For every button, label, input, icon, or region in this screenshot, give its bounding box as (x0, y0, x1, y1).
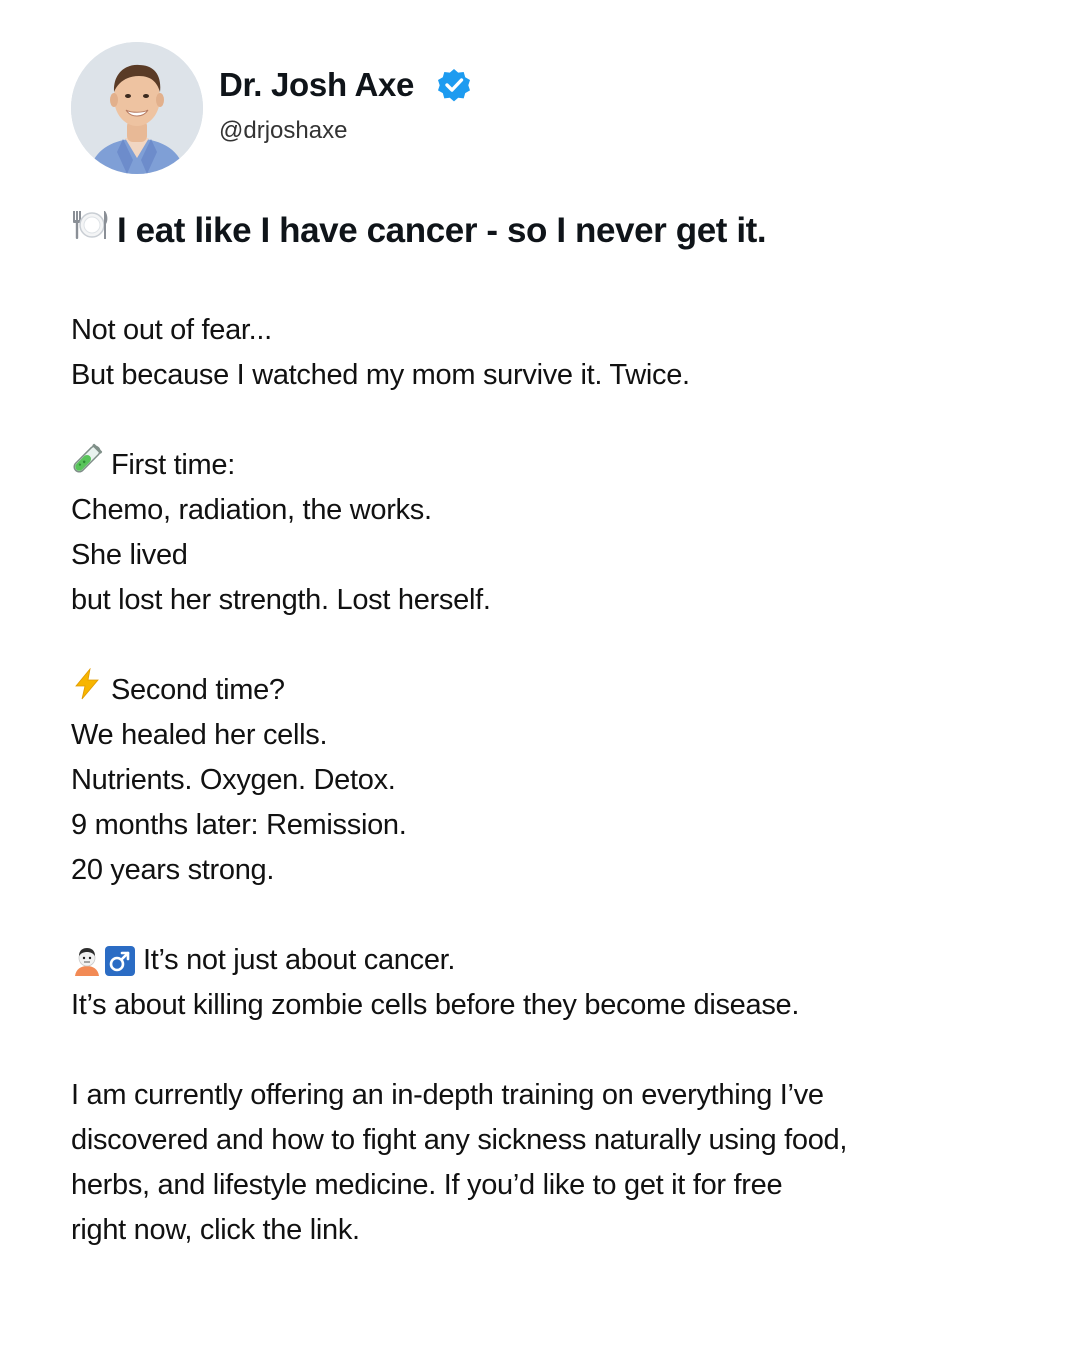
identity (219, 65, 474, 145)
paragraph-gap (71, 1028, 1011, 1073)
line-text: discovered and how to fight any sickness naturally using food, (71, 1124, 848, 1156)
paragraph-gap (71, 893, 1011, 938)
line-text: But because I watched my mom survive it. Twice. (71, 359, 690, 391)
line-text: Chemo, radiation, the works. (71, 494, 432, 526)
headline-text: I eat like I have cancer - so I never get it. (117, 211, 767, 250)
line-text: Not out of fear... (71, 314, 272, 346)
paragraph-gap (71, 398, 1011, 443)
paragraph-gap (71, 623, 1011, 668)
lightning-icon (71, 668, 103, 714)
test-tube-icon (71, 443, 103, 489)
post-body (71, 308, 1011, 1253)
line-text: First time: (111, 449, 235, 481)
line-text: I am currently offering an in-depth training on everything I’ve (71, 1079, 824, 1111)
line-text: Nutrients. Oxygen. Detox. (71, 764, 396, 796)
line-text: We healed her cells. (71, 719, 328, 751)
zombie-man-icon (71, 945, 135, 977)
line-text: 9 months later: Remission. (71, 809, 407, 841)
display-name[interactable]: Dr. Josh Axe (219, 66, 415, 103)
line-text: but lost her strength. Lost herself. (71, 584, 491, 616)
text-line (71, 1073, 1011, 1118)
text-line (71, 938, 1011, 983)
text-line (71, 353, 1011, 398)
text-line (71, 488, 1011, 533)
user-handle[interactable]: @drjoshaxe (219, 117, 348, 144)
line-text: It’s about killing zombie cells before they become disease. (71, 989, 800, 1021)
name-row (219, 65, 474, 105)
text-line (71, 803, 1011, 848)
post-header (71, 42, 474, 174)
text-line (71, 578, 1011, 623)
text-line (71, 668, 1011, 713)
text-line (71, 1118, 1011, 1163)
line-text: 20 years strong. (71, 854, 275, 886)
text-line (71, 308, 1011, 353)
text-line (71, 1163, 1011, 1208)
plate-cutlery-icon (71, 207, 109, 255)
text-line (71, 1208, 1011, 1253)
line-text: It’s not just about cancer. (143, 944, 456, 976)
profile-photo-icon (71, 42, 203, 174)
text-line (71, 758, 1011, 803)
line-text: Second time? (111, 674, 285, 706)
post-headline (71, 208, 1011, 254)
text-line (71, 713, 1011, 758)
text-line (71, 533, 1011, 578)
text-line (71, 983, 1011, 1028)
post-content (71, 208, 1011, 1253)
verified-badge-icon (434, 65, 474, 105)
text-line (71, 848, 1011, 893)
text-line (71, 443, 1011, 488)
line-text: She lived (71, 539, 188, 571)
avatar[interactable] (71, 42, 203, 174)
line-text: right now, click the link. (71, 1214, 360, 1246)
line-text: herbs, and lifestyle medicine. If you’d like to get it for free (71, 1169, 783, 1201)
